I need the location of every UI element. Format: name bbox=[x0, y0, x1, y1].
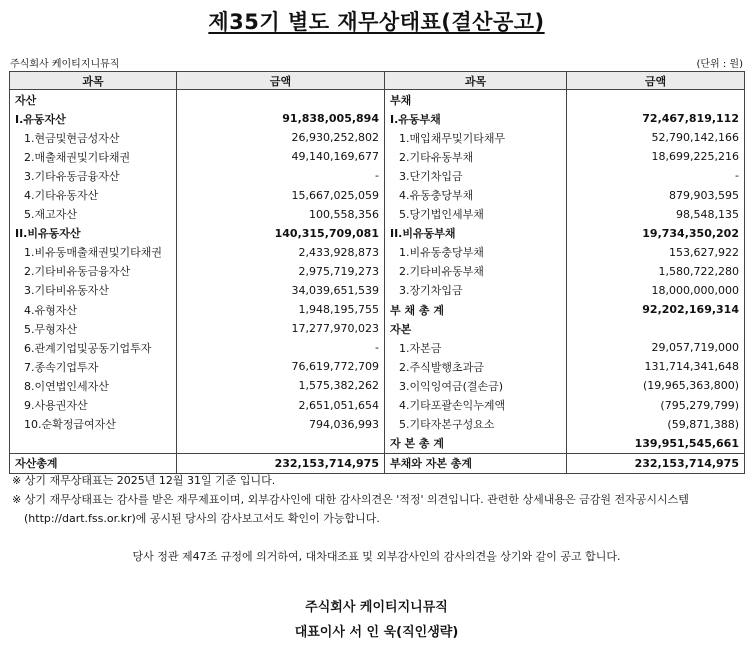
header-item-left: 과목 bbox=[10, 72, 177, 90]
item-amount-left: 17,277,970,023 bbox=[177, 319, 385, 338]
item-label-left: I.유동자산 bbox=[10, 109, 177, 128]
table-row bbox=[10, 147, 745, 166]
total-assets-amount: 232,153,714,975 bbox=[177, 453, 385, 473]
table-row bbox=[10, 224, 745, 243]
item-amount-right: 52,790,142,166 bbox=[567, 128, 745, 147]
table-header-row bbox=[10, 72, 745, 90]
table-row bbox=[10, 262, 745, 281]
table-row bbox=[10, 90, 745, 110]
item-label-right: 2.주식발행초과금 bbox=[385, 357, 567, 376]
item-label-right: 4.기타포괄손익누계액 bbox=[385, 396, 567, 415]
item-amount-left: - bbox=[177, 166, 385, 185]
item-label-right: 부 채 총 계 bbox=[385, 300, 567, 319]
item-amount-right bbox=[567, 90, 745, 110]
item-amount-right: - bbox=[567, 166, 745, 185]
table-row bbox=[10, 128, 745, 147]
item-label-left: 1.비유동매출채권및기타채권 bbox=[10, 243, 177, 262]
item-label-left: 1.현금및현금성자산 bbox=[10, 128, 177, 147]
item-label-right: 2.기타비유동부채 bbox=[385, 262, 567, 281]
header-amount-left: 금액 bbox=[177, 72, 385, 90]
item-label-left bbox=[10, 434, 177, 454]
item-amount-left: 140,315,709,081 bbox=[177, 224, 385, 243]
item-label-left: 10.순확정급여자산 bbox=[10, 415, 177, 434]
item-amount-right: 18,000,000,000 bbox=[567, 281, 745, 300]
table-row bbox=[10, 434, 745, 454]
item-amount-right: 1,580,722,280 bbox=[567, 262, 745, 281]
total-liab-equity-amount: 232,153,714,975 bbox=[567, 453, 745, 473]
table-row bbox=[10, 396, 745, 415]
item-amount-left: 26,930,252,802 bbox=[177, 128, 385, 147]
table-row bbox=[10, 166, 745, 185]
table-row bbox=[10, 357, 745, 376]
item-label-right: II.비유동부채 bbox=[385, 224, 567, 243]
item-amount-left: 2,651,051,654 bbox=[177, 396, 385, 415]
item-amount-right: 98,548,135 bbox=[567, 205, 745, 224]
item-amount-right bbox=[567, 319, 745, 338]
item-amount-right: (795,279,799) bbox=[567, 396, 745, 415]
notice-statement: 당사 정관 제47조 규정에 의거하여, 대차대조표 및 외부감사인의 감사의견을 상기와 같이 공고 합니다. bbox=[132, 550, 621, 563]
item-amount-left: 76,619,772,709 bbox=[177, 357, 385, 376]
table-row bbox=[10, 300, 745, 319]
item-amount-right: 92,202,169,314 bbox=[567, 300, 745, 319]
item-amount-left: 100,558,356 bbox=[177, 205, 385, 224]
notice-title: 제35기 별도 재무상태표(결산공고) bbox=[208, 10, 545, 34]
item-amount-left: 794,036,993 bbox=[177, 415, 385, 434]
item-amount-left: 1,575,382,262 bbox=[177, 376, 385, 395]
item-label-left: 7.종속기업투자 bbox=[10, 357, 177, 376]
item-amount-right: 131,714,341,648 bbox=[567, 357, 745, 376]
item-label-left: 6.관계기업및공동기업투자 bbox=[10, 338, 177, 357]
table-row bbox=[10, 185, 745, 204]
item-label-right: 부채 bbox=[385, 90, 567, 110]
table-row bbox=[10, 338, 745, 357]
table-row bbox=[10, 376, 745, 395]
note-line: ※ 상기 재무상태표는 2025년 12월 31일 기준 입니다. bbox=[12, 474, 276, 487]
item-label-left: 2.기타비유동금융자산 bbox=[10, 262, 177, 281]
item-label-left: 3.기타비유동자산 bbox=[10, 281, 177, 300]
header-amount-right: 금액 bbox=[567, 72, 745, 90]
item-label-right: I.유동부채 bbox=[385, 109, 567, 128]
signature-company: 주식회사 케이티지니뮤직 bbox=[305, 600, 448, 615]
table-row bbox=[10, 281, 745, 300]
signature-ceo: 대표이사 서 인 욱(직인생략) bbox=[294, 625, 459, 640]
item-amount-left: 34,039,651,539 bbox=[177, 281, 385, 300]
item-label-right: 1.자본금 bbox=[385, 338, 567, 357]
item-amount-right: 19,734,350,202 bbox=[567, 224, 745, 243]
item-amount-left bbox=[177, 90, 385, 110]
item-amount-left: 2,433,928,873 bbox=[177, 243, 385, 262]
item-label-left: 4.기타유동자산 bbox=[10, 185, 177, 204]
item-amount-right: 29,057,719,000 bbox=[567, 338, 745, 357]
item-label-right: 2.기타유동부채 bbox=[385, 147, 567, 166]
item-amount-left bbox=[177, 434, 385, 454]
item-amount-right: (59,871,388) bbox=[567, 415, 745, 434]
total-liab-equity-label: 부채와 자본 총계 bbox=[385, 453, 567, 473]
table-row bbox=[10, 319, 745, 338]
note-line: (http://dart.fss.or.kr)에 공시된 당사의 감사보고서도 확인이 가능합니다. bbox=[24, 512, 380, 525]
item-amount-left: 91,838,005,894 bbox=[177, 109, 385, 128]
item-amount-left: 1,948,195,755 bbox=[177, 300, 385, 319]
item-label-right: 자 본 총 계 bbox=[385, 434, 567, 454]
item-label-right: 5.당기법인세부채 bbox=[385, 205, 567, 224]
balance-sheet-table bbox=[9, 71, 745, 474]
item-label-left: 2.매출채권및기타채권 bbox=[10, 147, 177, 166]
item-amount-right: 139,951,545,661 bbox=[567, 434, 745, 454]
item-label-left: 3.기타유동금융자산 bbox=[10, 166, 177, 185]
item-label-right: 1.매입채무및기타채무 bbox=[385, 128, 567, 147]
item-label-left: II.비유동자산 bbox=[10, 224, 177, 243]
item-label-right: 5.기타자본구성요소 bbox=[385, 415, 567, 434]
table-row bbox=[10, 415, 745, 434]
item-label-left: 9.사용권자산 bbox=[10, 396, 177, 415]
unit-label: (단위 : 원) bbox=[696, 59, 743, 70]
item-amount-left: 2,975,719,273 bbox=[177, 262, 385, 281]
item-amount-right: 72,467,819,112 bbox=[567, 109, 745, 128]
item-label-left: 5.무형자산 bbox=[10, 319, 177, 338]
note-line: ※ 상기 재무상태표는 감사를 받은 재무제표이며, 외부감사인에 대한 감사의견은 '적정' 의견입니다. 관련한 상세내용은 금감원 전자공시시스템 bbox=[12, 493, 689, 506]
item-amount-left: - bbox=[177, 338, 385, 357]
item-label-right: 3.이익잉여금(결손금) bbox=[385, 376, 567, 395]
item-amount-right: 153,627,922 bbox=[567, 243, 745, 262]
item-label-right: 4.유동충당부채 bbox=[385, 185, 567, 204]
item-amount-right: 879,903,595 bbox=[567, 185, 745, 204]
item-label-left: 5.재고자산 bbox=[10, 205, 177, 224]
table-row bbox=[10, 109, 745, 128]
table-body bbox=[10, 90, 745, 454]
table-row bbox=[10, 243, 745, 262]
item-label-left: 4.유형자산 bbox=[10, 300, 177, 319]
item-label-left: 자산 bbox=[10, 90, 177, 110]
item-amount-right: 18,699,225,216 bbox=[567, 147, 745, 166]
item-label-right: 자본 bbox=[385, 319, 567, 338]
item-label-right: 3.단기차입금 bbox=[385, 166, 567, 185]
item-label-left: 8.이연법인세자산 bbox=[10, 376, 177, 395]
item-amount-left: 15,667,025,059 bbox=[177, 185, 385, 204]
item-amount-left: 49,140,169,677 bbox=[177, 147, 385, 166]
notes bbox=[12, 471, 689, 528]
header-item-right: 과목 bbox=[385, 72, 567, 90]
item-amount-right: (19,965,363,800) bbox=[567, 376, 745, 395]
table-row bbox=[10, 205, 745, 224]
item-label-right: 3.장기차입금 bbox=[385, 281, 567, 300]
item-label-right: 1.비유동충당부채 bbox=[385, 243, 567, 262]
total-assets-label: 자산총계 bbox=[10, 453, 177, 473]
company-name: 주식회사 케이티지니뮤직 bbox=[10, 59, 120, 70]
